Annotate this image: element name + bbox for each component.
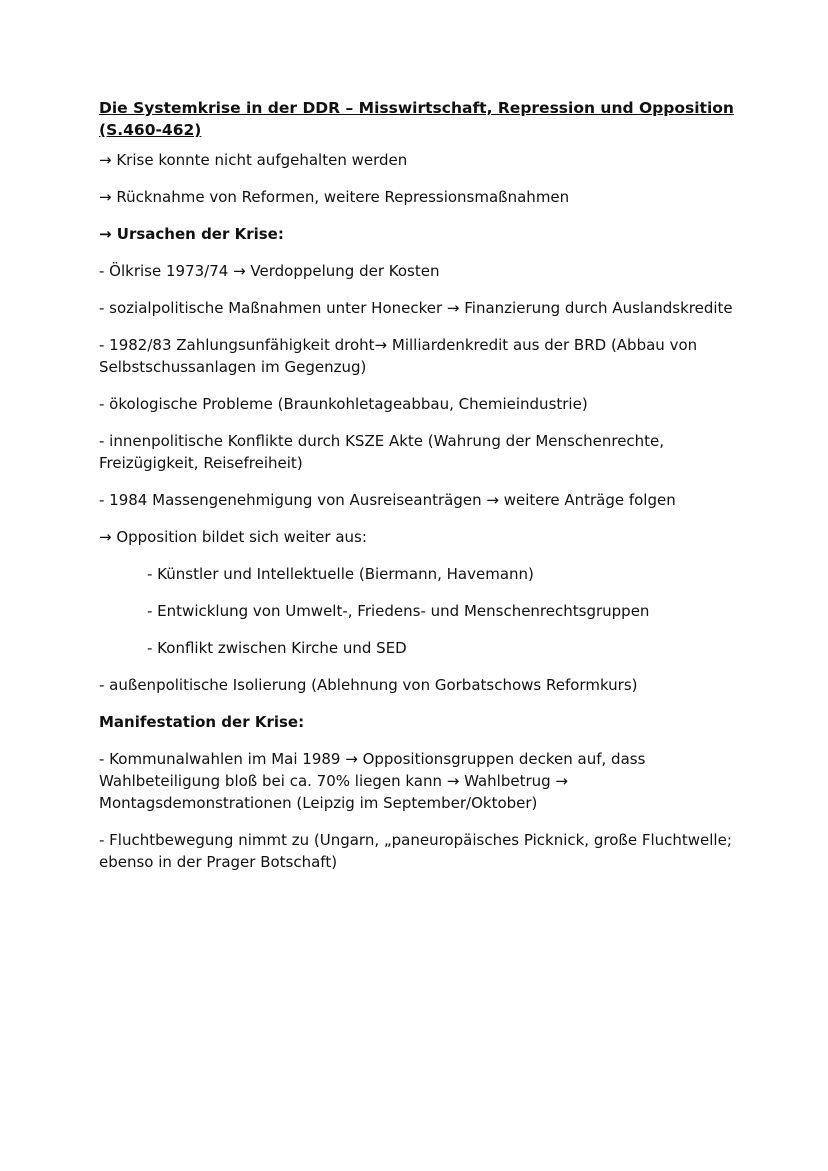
sub-item-groups: - Entwicklung von Umwelt-, Friedens- und Menschenrechtsgruppen [147, 602, 650, 620]
paragraph-refugee-movement: - Fluchtbewegung nimmt zu (Ungarn, „paneuropäisches Picknick, große Fluchtwelle; ebenso in der Prager Botschaft) [99, 831, 732, 871]
paragraph-ecological-problems: - ökologische Probleme (Braunkohletageabbau, Chemieindustrie) [99, 395, 588, 413]
paragraph-oil-crisis: - Ölkrise 1973/74 → Verdoppelung der Kosten [99, 262, 440, 280]
paragraph-exit-applications: - 1984 Massengenehmigung von Ausreiseanträgen → weitere Anträge folgen [99, 491, 676, 509]
paragraph-domestic-conflicts: - innenpolitische Konflikte durch KSZE Akte (Wahrung der Menschenrechte, Freizügigkeit, Reisefreiheit) [99, 432, 665, 472]
paragraph-foreign-isolation: - außenpolitische Isolierung (Ablehnung von Gorbatschows Reformkurs) [99, 676, 638, 694]
sub-item-artists: - Künstler und Intellektuelle (Biermann, Havemann) [147, 565, 534, 583]
paragraph-insolvency: - 1982/83 Zahlungsunfähigkeit droht→ Milliardenkredit aus der BRD (Abbau von Selbstschussanlagen im Gegenzug) [99, 336, 698, 376]
paragraph-reforms-withdrawn: → Rücknahme von Reformen, weitere Repressionsmaßnahmen [99, 188, 570, 206]
document-title-line-1: Die Systemkrise in der DDR – Misswirtschaft, Repression und Opposition [99, 99, 734, 117]
paragraph-local-elections: - Kommunalwahlen im Mai 1989 → Oppositionsgruppen decken auf, dass Wahlbeteiligung bloß bei ca. 70% liegen kann → Wahlbetrug → Montagsdemonstrationen (Leipzig im September/Oktober) [99, 750, 646, 812]
paragraph-opposition: → Opposition bildet sich weiter aus: [99, 528, 367, 546]
section-heading-causes: → Ursachen der Krise: [99, 225, 284, 243]
document-title-line-2: (S.460-462) [99, 121, 202, 139]
paragraph-social-policy: - sozialpolitische Maßnahmen unter Honecker → Finanzierung durch Auslandskredite [99, 299, 733, 317]
paragraph-crisis-unstoppable: → Krise konnte nicht aufgehalten werden [99, 151, 408, 169]
document-page [99, 97, 739, 888]
sub-item-church-conflict: - Konflikt zwischen Kirche und SED [147, 639, 407, 657]
section-heading-manifestation: Manifestation der Krise: [99, 713, 305, 731]
document-title [99, 97, 739, 141]
